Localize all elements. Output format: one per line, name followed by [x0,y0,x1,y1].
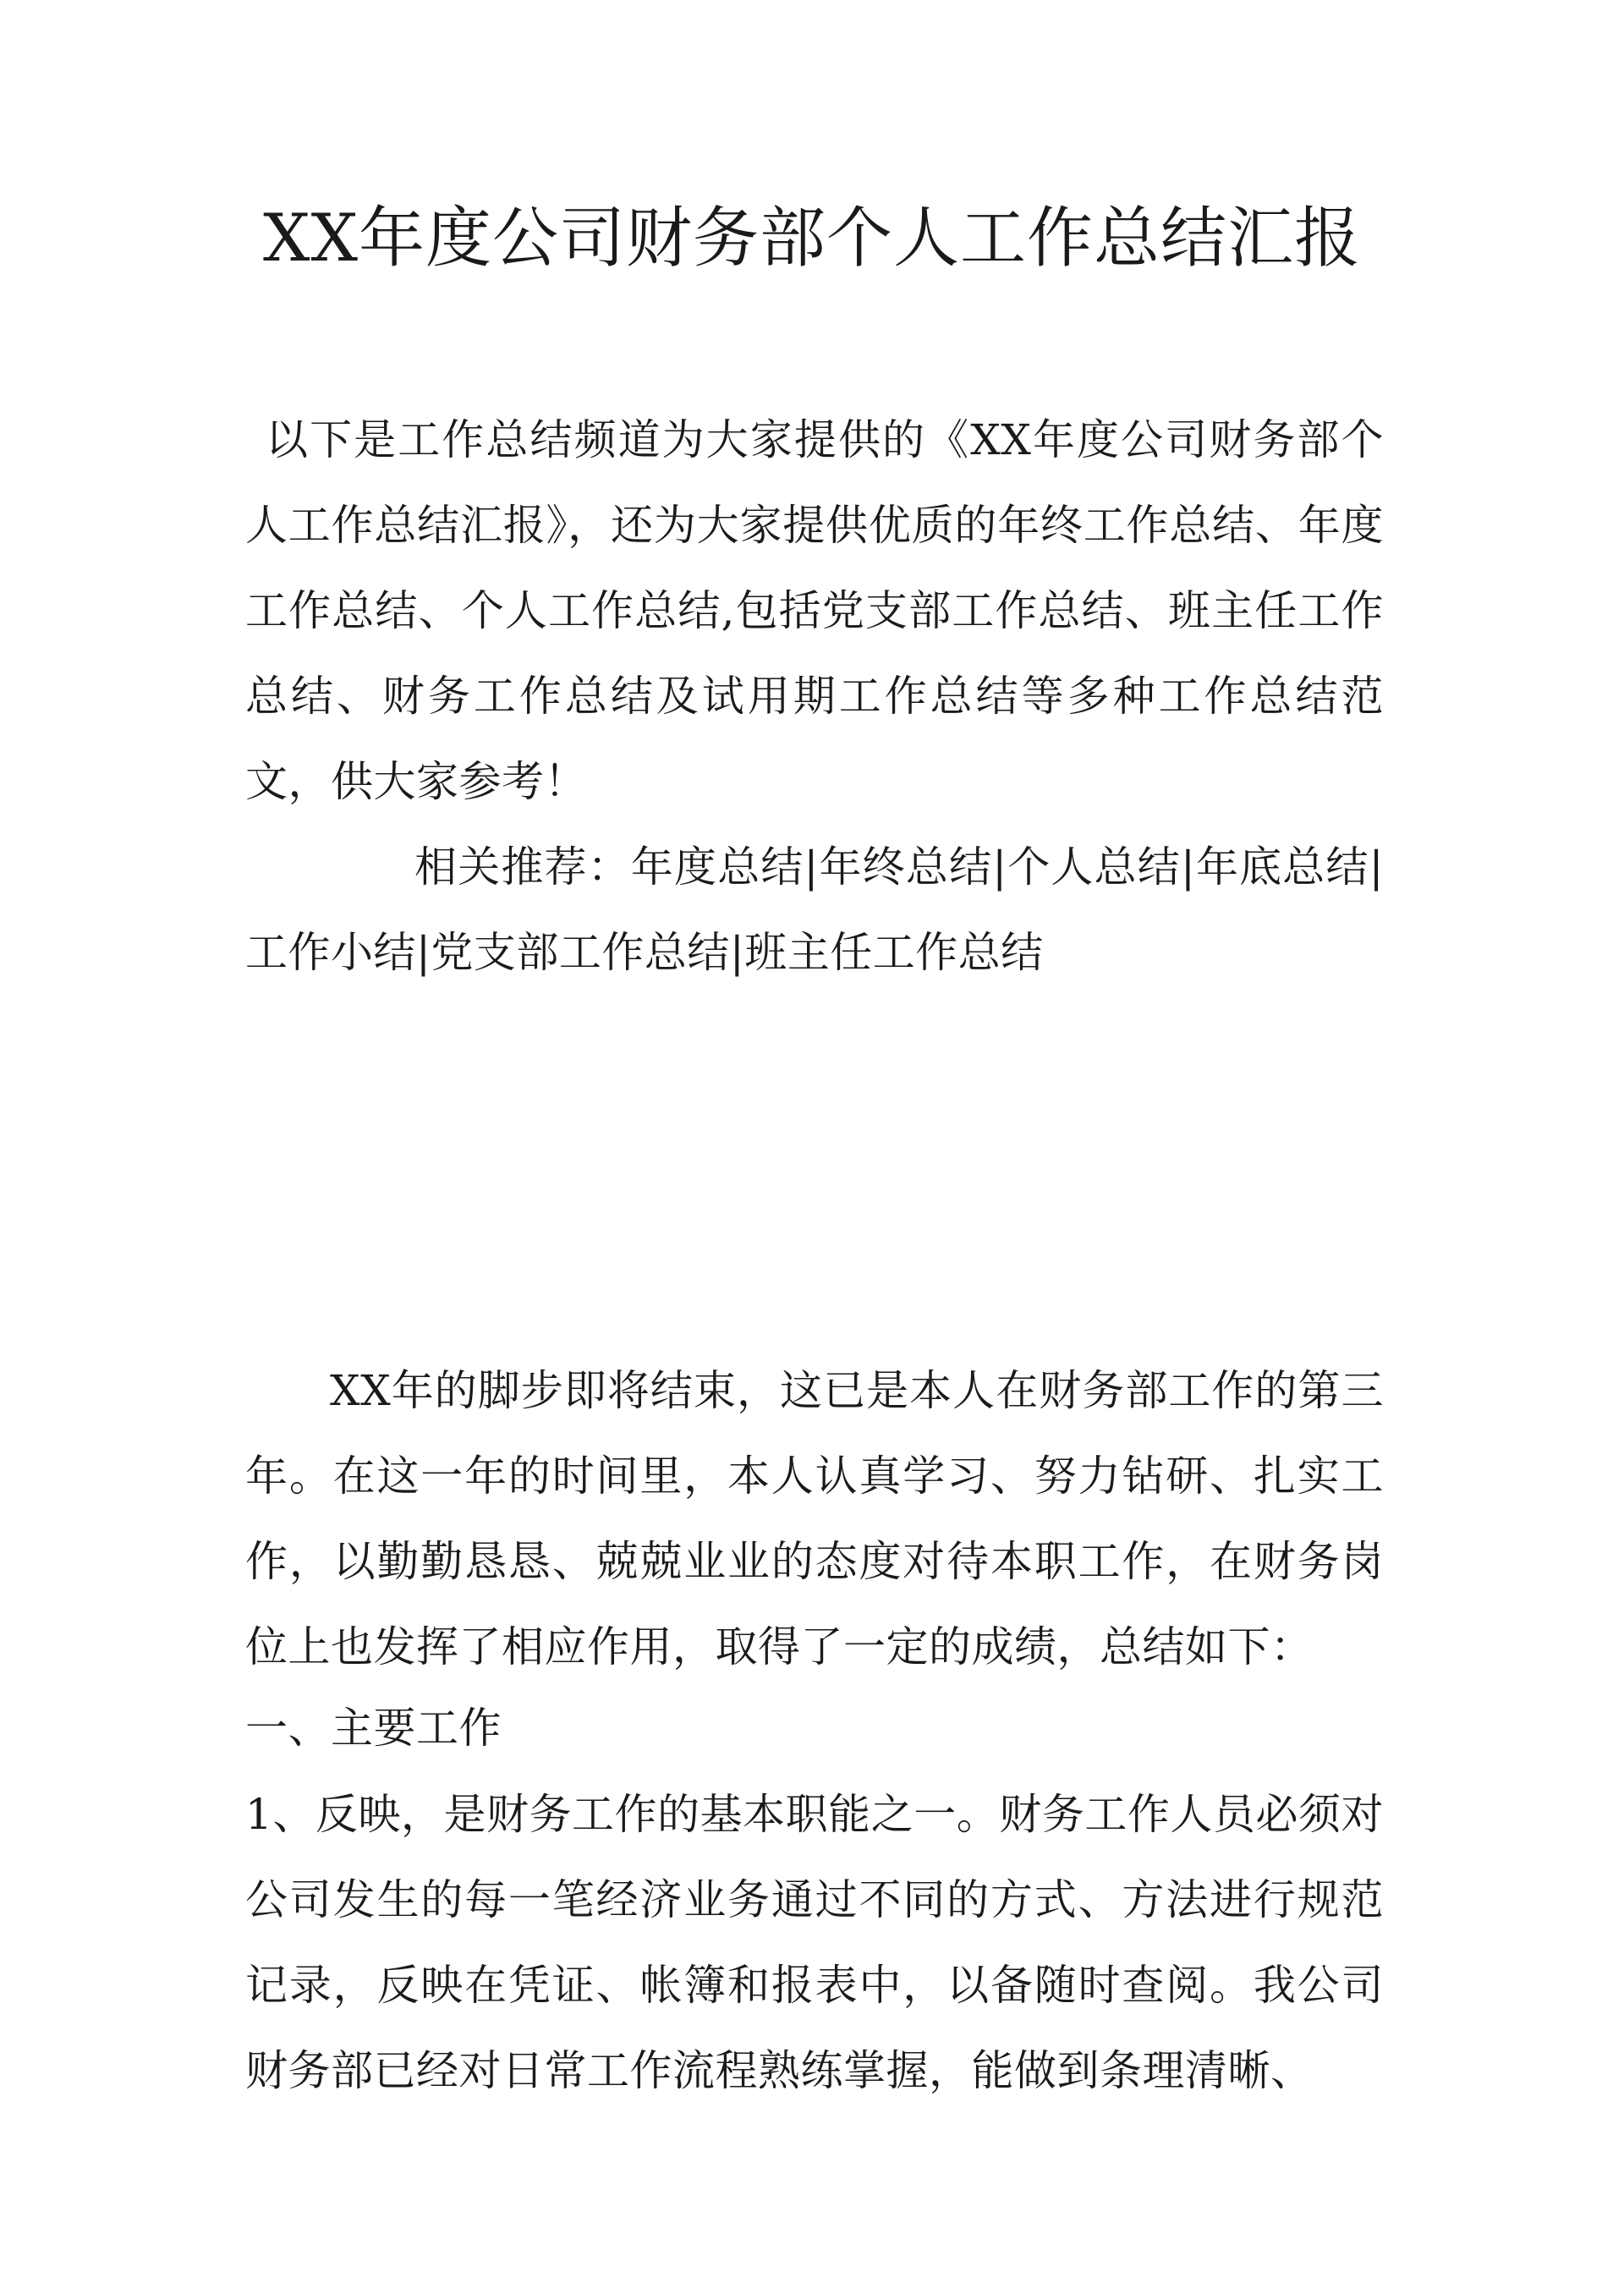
body-paragraph: XX年的脚步即将结束，这已是本人在财务部工作的第三年。在这一年的时间里，本人认真学习、努力钻研、扎实工作，以勤勤恳恳、兢兢业业的态度对待本职工作，在财务岗位上也发挥了相应作用，取得了一定的成绩，总结如下： [245,1366,1384,1671]
list-item: 1、反映，是财务工作的基本职能之一。财务工作人员必须对公司发生的每一笔经济业务通过不同的方式、方法进行规范记录，反映在凭证、帐簿和报表中，以备随时查阅。我公司财务部已经对日常工作流程熟练掌握，能做到条理清晰、 [245,1790,1384,2095]
section-heading: 一、主要工作 [245,1704,502,1753]
document-title: XX年度公司财务部个人工作总结汇报 [262,200,1362,277]
recommend-links: 相关推荐：年度总结|年终总结|个人总结|年底总结|工作小结|党支部工作总结|班主任工作总结 [245,842,1384,977]
intro-paragraph: 以下是工作总结频道为大家提供的《XX年度公司财务部个人工作总结汇报》，还为大家提供优质的年终工作总结、年度工作总结、个人工作总结,包括党支部工作总结、班主任工作总结、财务工作总结及试用期工作总结等多种工作总结范文，供大家参考！ [245,415,1384,806]
